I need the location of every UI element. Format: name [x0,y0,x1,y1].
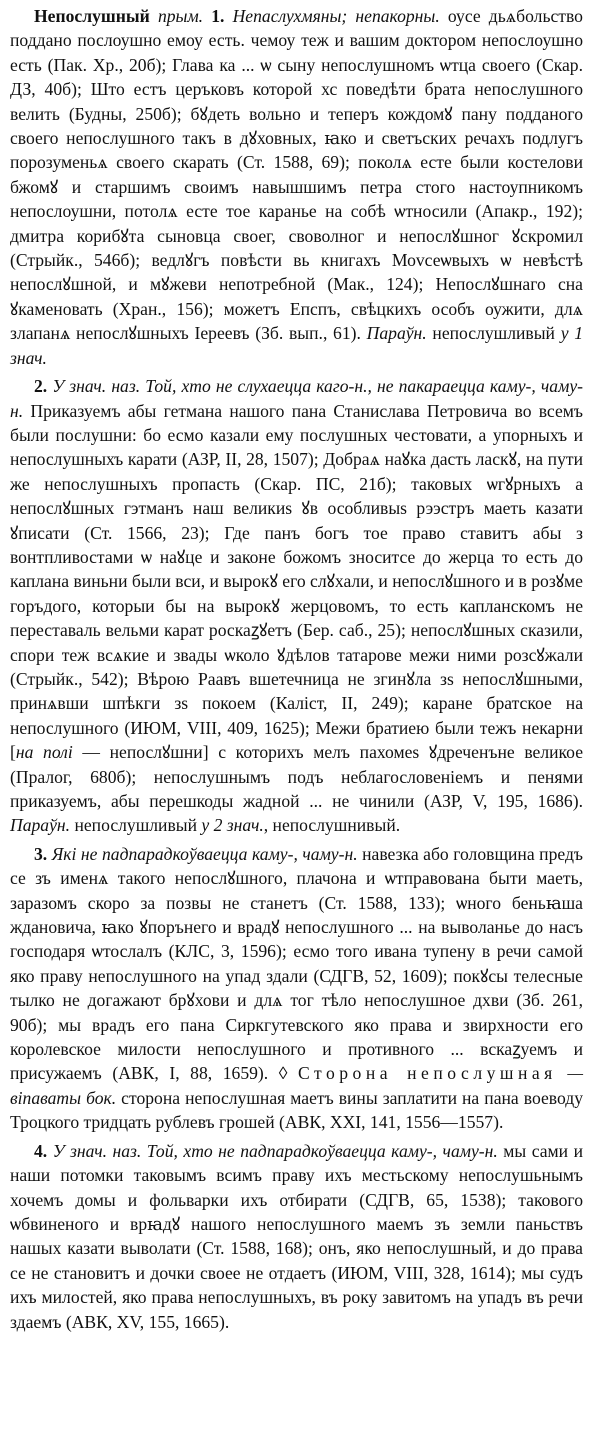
sense-1-cross-text: непослушливый [426,323,561,344]
sense-2-paragraph [10,374,583,838]
sense-1-citations: оусе дьѧбольство поддано послоушно емоу есть. чемоу теж и вашим доктором непослоушно есть (Пак. Хр., 20б); Глава ка ... ѡ сыну непослушномъ ѡтца своего (Скар. ДЗ, 40б); Што естъ церъковъ которой хс поведѣти брата непослушного велить (Будны, 250б); бꙋдеть вольно и теперъ кождомꙋ пану подданого своего непослушного такъ в дꙋховных, ꙗко и светъских речахъ подлугъ порозуменьѧ своего скарать (Ст. 1588, 69); поколѧ есте были костелови бжомꙋ и старшимъ своимъ навышшимъ петра стого настоупникомъ непослоушни, потолѧ есте тое каранье на собѣ ѡтносили (Апакр., 192); дмитра корибꙋта сыновца своег, своволног и непослꙋшног ꙋскромил (Стрыйк., 546б); ведлꙋгъ повѣсти вь книгахъ Моvсеѡвыхъ ѡ невѣстѣ непослꙋшной, и мꙋжеви непотребной (Мак., 124); Непослꙋшнаго сна ꙋкаменовать (Хран., 156); можетъ Епспъ, свѣцкихъ особъ оужити, длѧ злапанѧ непослꙋшныхъ Іереевъ (Зб. вып., 61). [10,6,583,344]
sense-4-number: 4. [34,1140,48,1161]
sense-1-definition: Непаслухмяны; непакорны. [232,6,440,26]
sense-2-citations: Приказуемъ абы гетмана нашого пана Станислава Петровича во всемъ были послушни: бо есмо казали ему послушных честовати, а упорныхъ и непослушныхъ карати (АЗР, II, 28, 1507); Добраѧ наꙋка дасть ласкꙋ, на пути же непослушныхъ пропасть (Скар. ПС, 21б); таковых ѡгꙋрныхъ а непослꙋшных гэтманъ наш великиѕ ꙋв особливыѕ рээстръ маеть казати ꙋписати (Ст. 1566, 23); Где панъ богъ тое право ставитъ абы з вонтпливостами ѡ наꙋце и законе божомъ зноситсе до жерца то есть до каплана виньни были вси, и вырокꙋ его слꙋхали, и непослꙋшного и в розꙋме горъдого, которыи бы на вырокꙋ жерцовомъ, то есть капланскомъ не переставаль вельми карат роскаꙁꙋетъ (Бер. саб., 25); непослꙋшных сказили, спори теж всѧкие и звады ѡколо ꙋдѣлов татарове межи ними розсꙋжали (Стрыйк., 542); Вѣрою Раавъ вшетечница не згинꙋла зѕ непослꙋшными, принѧвши шпѣкги зѕ покоем (Каліст, II, 249); каране братское на непослушного (ИЮМ, VIII, 409, 1625); Межи братиею были тежъ некарни [ [10,400,583,763]
sense-2-cross-label: Параўн. [10,815,71,836]
sense-4-definition: У знач. наз. Той, хто не падпарадкоўваецца каму-, чаму-н. [52,1140,498,1161]
sense-2-citations-continued: — непослꙋшни] с которихъ мелъ пахомеѕ ꙋдреченъне великое (Пралог, 680б); непослушнымъ подъ неблагословеніемъ и пенями приказуемъ, абы перешкоды жадной ... не чинили (АЗР, V, 195, 1686). [10,742,584,811]
sense-2-number: 2. [34,376,48,397]
part-of-speech: прым. [157,6,204,26]
sense-2-definition: У знач. наз. Той, хто не слухаецца каго-н., не пакараецца каму-, чаму-н. [10,376,583,421]
sense-3-phrase-citation: сторона непослушная маетъ вины заплатити на пана воеводу Троцкого тридцать рублевъ грошей (АВК, XXI, 141, 1556—1557). [10,1087,583,1133]
sense-3-citations: навезка або головщина предъ се зъ именѧ такого непослꙋшного, плачона и ѡтправована быти маеть, заразомъ скоро за позвы не станетъ (Ст. 1588, 133); ѡного беньꙗша ждановича, ꙗко ꙋпорънего и врадꙋ непослушного ... на выволанье до насъ господаря ѡтослалъ (КЛС, 3, 1596); есмо того ивана тупену в речи самой яко праву непослушного на упад здали (СДГВ, 52, 1609); покꙋсы телесные тылко не догажают брꙋхови и длѧ тог тѣло непослушное дхви (Зб. 261, 90б); мы врадъ его пана Сиркгутевского яко права и звирхности его королевское милости непослушного и противного ... вскаꙁуемъ и присужаемъ (АВК, I, 88, 1659). ◊ [10,843,583,1084]
sense-1-paragraph [10,4,583,370]
sense-3-number: 3. [34,843,48,864]
sense-2-cross-ref: у 2 знач. [201,815,264,836]
sense-4-citations: мы сами и наши потомки таковымъ всимъ праву ихъ местьскому непослушьнымъ хочемъ домы и фольварки ихъ отбирати (СДГВ, 65, 1538); такового ѡбвиненого и врꙗдꙋ нашого непослушного маемъ зъ земли паньствъ нашых казати выволати (Ст. 1588, 168); онъ, яко непослушный, и до права се не становитъ и дочки своее не отдаетъ (ИЮМ, VIII, 328, 1614); мы судъ ихъ милостей, яко права непослушныхъ, въ року завитомъ на упадъ въ речи здаемъ (АВК, XV, 155, 1665). [10,1140,583,1332]
sense-2-bracket-note: на полі [15,742,73,763]
sense-1-cross-label: Параўн. [366,323,427,344]
sense-3-phrase-definition: — віnаваты бок. [10,1063,583,1108]
sense-3-paragraph [10,842,583,1135]
sense-4-paragraph [10,1139,583,1334]
sense-3-definition: Які не падпарадкоўваецца каму-, чаму-н. [51,843,358,864]
sense-1-cross-ref: у 1 знач. [10,323,584,368]
sense-2-cross-tail: , непослушнивый. [263,815,401,836]
sense-3-phrase: Сторона непослушная [298,1063,557,1084]
sense-1-number: 1. [211,6,225,26]
headword: Непослушный [34,6,150,26]
sense-2-cross-text: непослушливый [70,815,202,836]
